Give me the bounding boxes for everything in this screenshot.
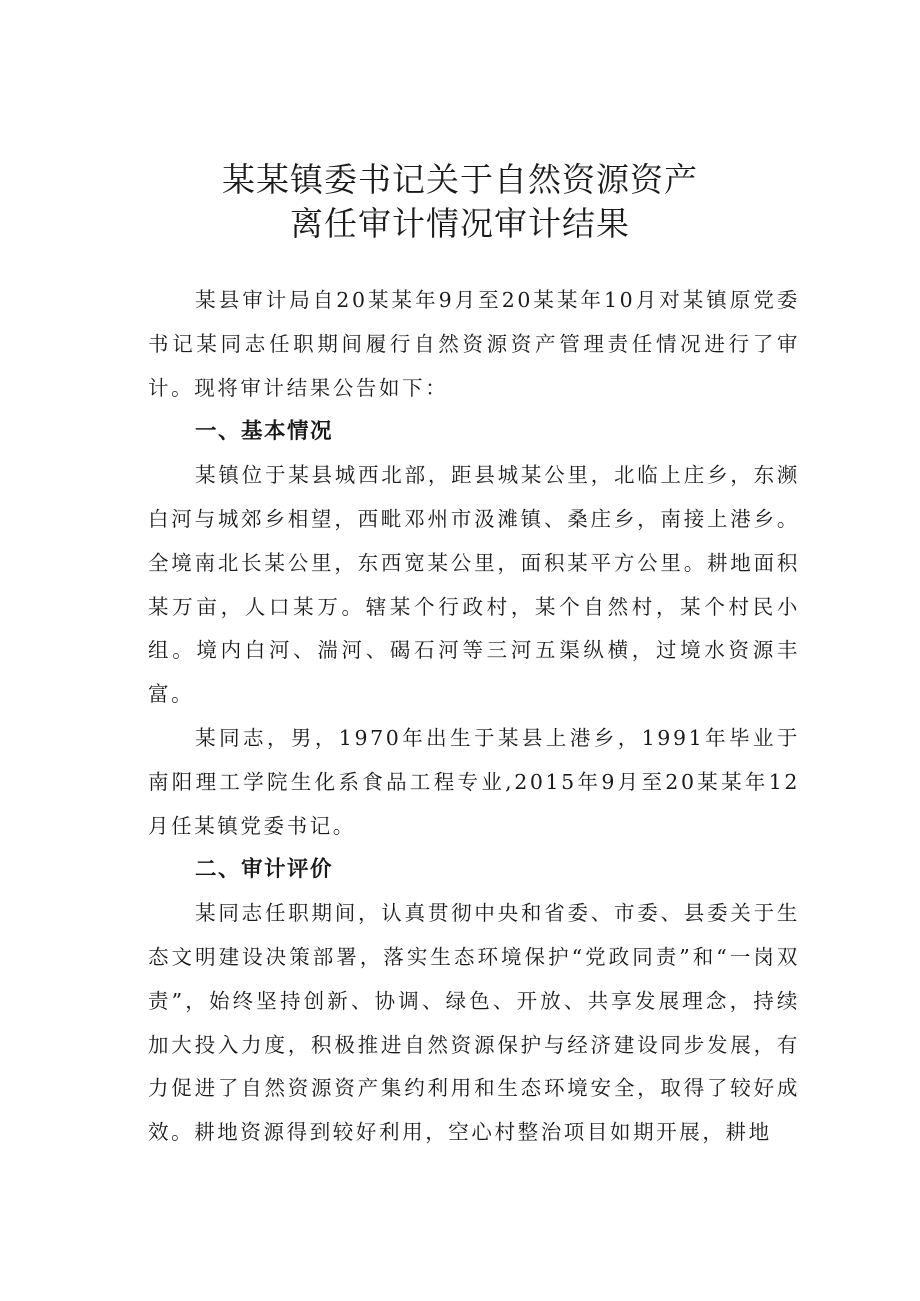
paragraph-town-overview: 某镇位于某县城西北部，距县城某公里，北临上庄乡，东濒白河与城郊乡相望，西毗邓州市汲滩镇、桑庄乡，南接上港乡。全境南北长某公里，东西宽某公里，面积某平方公里。耕地面积某万亩，人口某万。辖某个行政村，某个自然村，某个村民小组。境内白河、湍河、碣石河等三河五渠纵横，过境水资源丰富。 <box>148 463 800 707</box>
document-title-line-2: 离任审计情况审计结果 <box>290 204 630 243</box>
paragraph-official-profile: 某同志，男，1970年出生于某县上港乡，1991年毕业于南阳理工学院生化系食品工程专业,2015年9月至20某某年12月任某镇党委书记。 <box>148 725 800 838</box>
intro-paragraph: 某县审计局自20某某年9月至20某某年10月对某镇原党委书记某同志任职期间履行自然资源资产管理责任情况进行了审计。现将审计结果公告如下： <box>148 288 800 400</box>
document-title-line-1: 某某镇委书记关于自然资源资产 <box>222 160 698 199</box>
section-heading-basic-info: 一、基本情况 <box>195 419 334 445</box>
paragraph-audit-evaluation: 某同志任职期间，认真贯彻中央和省委、市委、县委关于生态文明建设决策部署，落实生态环境保护“党政同责”和“一岗双责”，始终坚持创新、协调、绿色、开放、共享发展理念，持续加大投入力度，积极推进自然资源保护与经济建设同步发展，有力促进了自然资源资产集约利用和生态环境安全，取得了较好成效。耕地资源得到较好利用，空心村整治项目如期开展，耕地 <box>148 901 800 1145</box>
section-heading-audit-evaluation: 二、审计评价 <box>195 857 334 883</box>
document-body <box>148 279 800 1155</box>
